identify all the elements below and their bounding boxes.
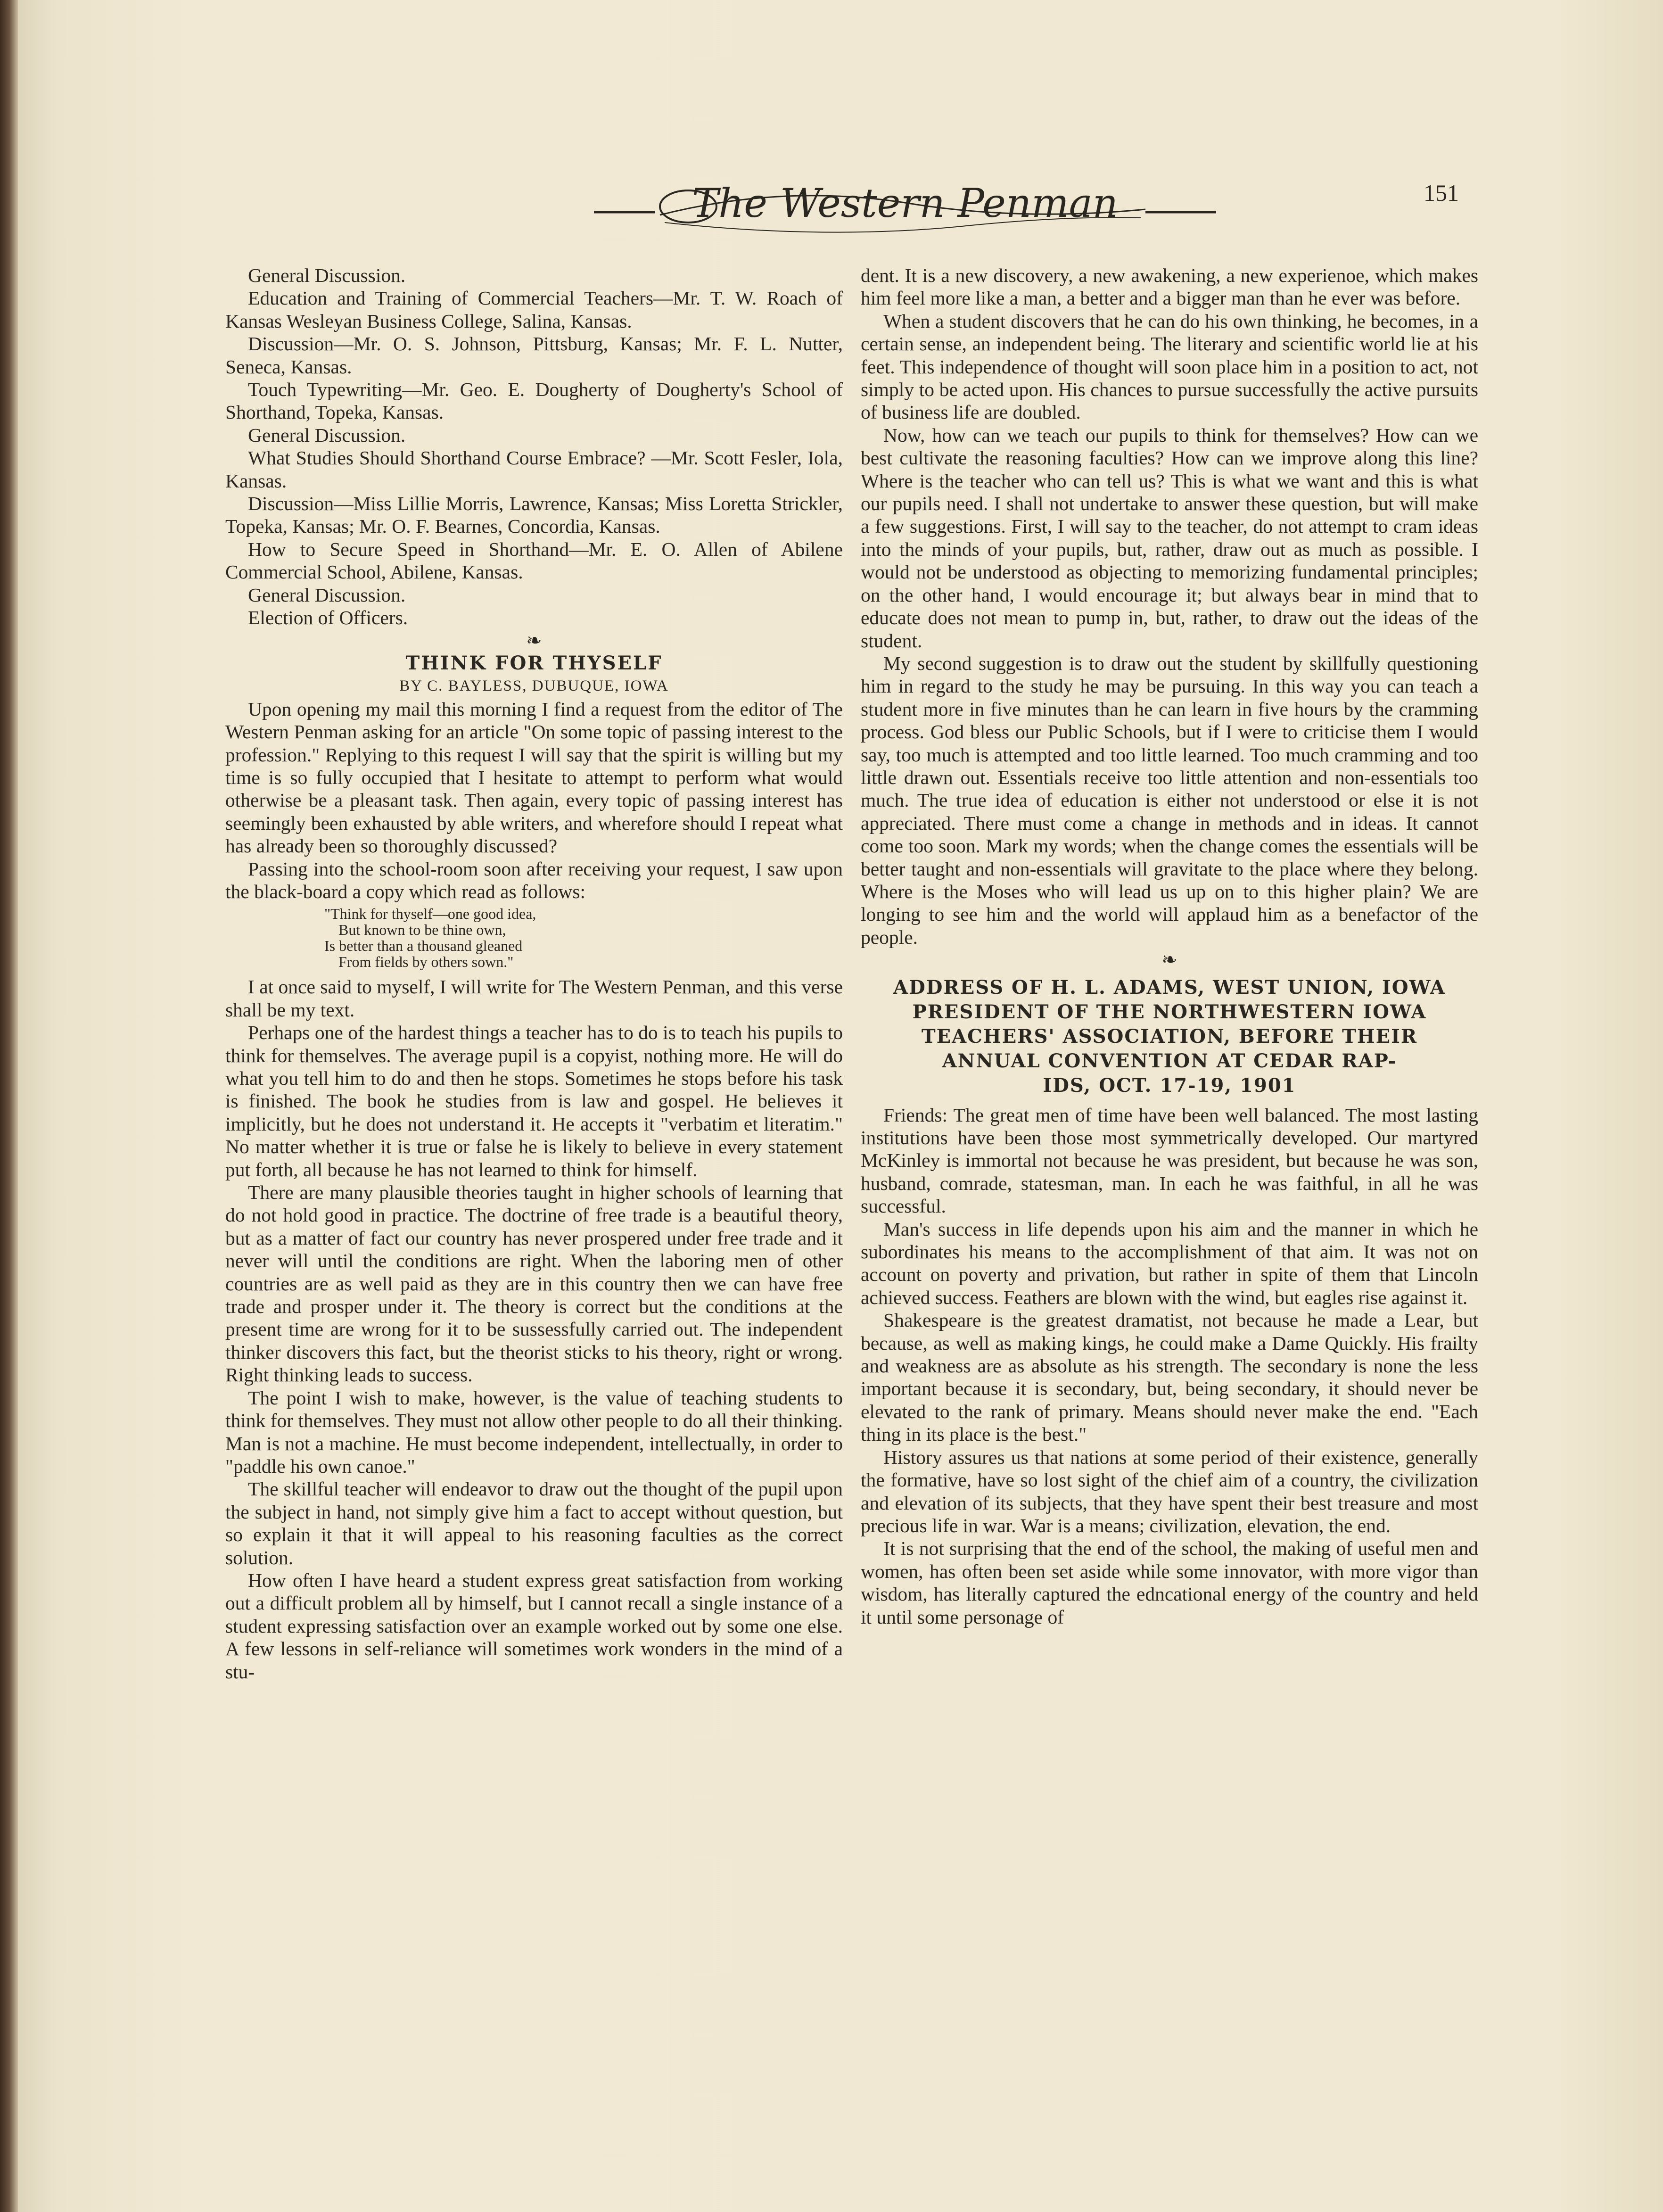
paragraph: Upon opening my mail this morning I find a request from the editor of The Western Penman asking for an article "On some topic of passing interest to the profession." Replying to this request I will say that the spirit is willing but my time is so fully occupied that I hesitate to attempt to perform what would otherwise be a pleasant task. Then again, every topic of passing interest has seemingly been exhausted by able writers, and wherefore should I repeat what has already been so thoroughly discussed?	[225, 698, 843, 857]
left-column	[225, 264, 843, 1683]
paragraph: It is not surprising that the end of the school, the making of useful men and women, has often been set aside while some innovator, with more vigor than wisdom, has literally captured the edncational energy of the country and held it until some personage of	[861, 1537, 1478, 1628]
paragraph: Now, how can we teach our pupils to think for themselves? How can we best cultivate the reasoning faculties? How can we improve along this line? Where is the teacher who can tell us? This is what we want and this is what our pupils need. I shall not undertake to answer these question, but will make a few suggestions. First, I will say to the teacher, do not attempt to cram ideas into the minds of your pupils, but, rather, draw out as much as possible. I would not be understood as objecting to memorizing fundamental principles; on the other hand, I would encourage it; but always bear in mind that to educate does not mean to pump in, but, rather, to draw out the ideas of the student.	[861, 424, 1478, 652]
program-item: Discussion—Mr. O. S. Johnson, Pittsburg, Kansas; Mr. F. L. Nutter, Seneca, Kansas.	[225, 333, 843, 378]
address-title-line: PRESIDENT OF THE NORTHWESTERN IOWA	[912, 1000, 1427, 1023]
book-binding-edge	[0, 0, 18, 2212]
address-title-line: ANNUAL CONVENTION AT CEDAR RAP-	[942, 1049, 1397, 1072]
leaf-ornament-icon: ❧	[526, 629, 542, 651]
program-item: Education and Training of Commercial Teachers—Mr. T. W. Roach of Kansas Wesleyan Business College, Salina, Kansas.	[225, 287, 843, 332]
paragraph: Man's success in life depends upon his aim and the manner in which he subordinates his means to the accomplishment of that aim. It was not on account on poverty and privation, but rather in spite of them that Lincoln achieved success. Feathers are blown with the wind, but eagles rise against it.	[861, 1218, 1478, 1308]
address-title	[861, 975, 1478, 1098]
paragraph: The point I wish to make, however, is the value of teaching students to think for themselves. They must not allow other people to do all their thinking. Man is not a machine. He must become independent, intellectually, in order to "paddle his own canoe."	[225, 1387, 843, 1477]
program-item: Touch Typewriting—Mr. Geo. E. Dougherty of Dougherty's School of Shorthand, Topeka, Kansas.	[225, 379, 843, 423]
program-item: General Discussion.	[248, 424, 406, 446]
verse-line: Is better than a thousand gleaned	[324, 937, 523, 955]
paragraph: Shakespeare is the greatest dramatist, not because he made a Lear, but because, as well as making kings, he could make a Dame Quickly. His frailty and weakness are as absolute as his strength. The secondary is none the less important because it is secondary, but, being secondary, it should never be elevated to the rank of primary. Means should never make the end. "Each thing in its place is the best."	[861, 1309, 1478, 1445]
paragraph: I at once said to myself, I will write for The Western Penman, and this verse shall be my text.	[225, 976, 843, 1021]
article-byline: BY C. BAYLESS, DUBUQUE, IOWA	[399, 677, 669, 695]
paragraph: Perhaps one of the hardest things a teacher has to do is to teach his pupils to think for themselves. The average pupil is a copyist, nothing more. He will do what you tell him to do and then he stops. Sometimes he stops before his task is finished. The book he studies from is law and gospel. He believes it implicitly, but he does not understand it. He accepts it "verbatim et literatim." No matter whether it is true or false he is likely to believe in every statement put forth, all because he has not learned to think for himself.	[225, 1022, 843, 1180]
verse-line: "Think for thyself—one good idea,	[324, 905, 536, 923]
masthead-logo	[594, 170, 1216, 245]
masthead-title: The Western Penman	[692, 180, 1118, 226]
paragraph: When a student discovers that he can do his own thinking, he becomes, in a certain sense, an independent being. The literary and scientific world lie at his feet. This independence of thought will soon place him in a position to act, not simply to be acted upon. His chances to pursue successfully the active pursuits of business life are doubled.	[861, 310, 1478, 423]
paragraph: How often I have heard a student express great satisfaction from working out a difficult problem all by himself, but I cannot recall a single instance of a student expressing satisfaction over an example worked out by some one else. A few lessons in self-reliance will sometimes work wonders in the mind of a stu-	[225, 1569, 843, 1683]
leaf-ornament-icon: ❧	[1161, 949, 1177, 971]
masthead-ornament	[594, 170, 1216, 245]
right-column	[861, 264, 1478, 1628]
paragraph: Friends: The great men of time have been well balanced. The most lasting institutions have been those most symmetrically developed. Our martyred McKinley is immortal not because he was president, but because he was son, husband, comrade, statesman, man. In each he was faithful, in all he was successful.	[861, 1104, 1478, 1217]
paragraph: dent. It is a new discovery, a new awakening, a new experienoe, which makes him feel more like a man, a better and a bigger man than he ever was before.	[861, 264, 1478, 309]
program-item: Election of Officers.	[248, 607, 408, 629]
address-title-line: TEACHERS' ASSOCIATION, BEFORE THEIR	[921, 1025, 1418, 1048]
paragraph: My second suggestion is to draw out the student by skillfully questioning him in regard to the study he may be pursuing. In this way you can teach a student more in five minutes than he can learn in five hours by the cramming process. God bless our Public Schools, but if I were to criticise them I would say, too much is attempted and too little learned. Too much cramming and too little drawn out. Essentials receive too little attention and non-essentials too much. The true idea of education is either not understood or else it is not appreciated. There must come a change in methods and in ideas. It cannot come too soon. Mark my words; when the change comes the essentials will be better taught and non-essentials will gravitate to the place where they belong. Where is the Moses who will lead us up on to this higher plain? We are longing to see him and the world will applaud him as a benefactor of the people.	[861, 652, 1478, 948]
verse-line: But known to be thine own,	[338, 921, 506, 939]
paragraph: Passing into the school-room soon after receiving your request, I saw upon the black-board a copy which read as follows:	[225, 858, 843, 902]
verse-quote	[225, 906, 843, 970]
paragraph: History assures us that nations at some period of their existence, generally the formative, have so lost sight of the chief aim of a country, the civilization and elevation of its subjects, that they have spent their best treasure and most precious life in war. War is a means; civilization, elevation, the end.	[861, 1446, 1478, 1536]
page-number: 151	[1424, 180, 1459, 206]
program-item: How to Secure Speed in Shorthand—Mr. E. O. Allen of Abilene Commercial School, Abilene, Kansas.	[225, 538, 843, 583]
program-item: What Studies Should Shorthand Course Embrace? —Mr. Scott Fesler, Iola, Kansas.	[225, 447, 843, 492]
address-title-line: ADDRESS OF H. L. ADAMS, WEST UNION, IOWA	[893, 976, 1446, 999]
program-item: General Discussion.	[248, 264, 406, 286]
article-title: THINK FOR THYSELF	[405, 652, 663, 674]
program-item: General Discussion.	[248, 584, 406, 606]
program-item: Discussion—Miss Lillie Morris, Lawrence, Kansas; Miss Loretta Strickler, Topeka, Kansas; Mr. O. F. Bearnes, Concordia, Kansas.	[225, 493, 843, 537]
paragraph: The skillful teacher will endeavor to draw out the thought of the pupil upon the subject in hand, not simply give him a fact to accept without question, but so explain it that it will appeal to his reasoning faculties as the correct solution.	[225, 1478, 843, 1568]
verse-line: From fields by others sown."	[338, 953, 514, 971]
address-title-line: IDS, OCT. 17-19, 1901	[1043, 1074, 1296, 1097]
paragraph: There are many plausible theories taught in higher schools of learning that do not hold good in practice. The doctrine of free trade is a beautiful theory, but as a matter of fact our country has never prospered under free trade and it never will until the conditions are right. When the laboring men of other countries are as well paid as they are in this country then we can have free trade and prosper under it. The theory is correct but the conditions at the present time are wrong for it to be sussessfully carried out. The independent thinker discovers this fact, but the theorist sticks to his theory, right or wrong. Right thinking leads to success.	[225, 1181, 843, 1386]
